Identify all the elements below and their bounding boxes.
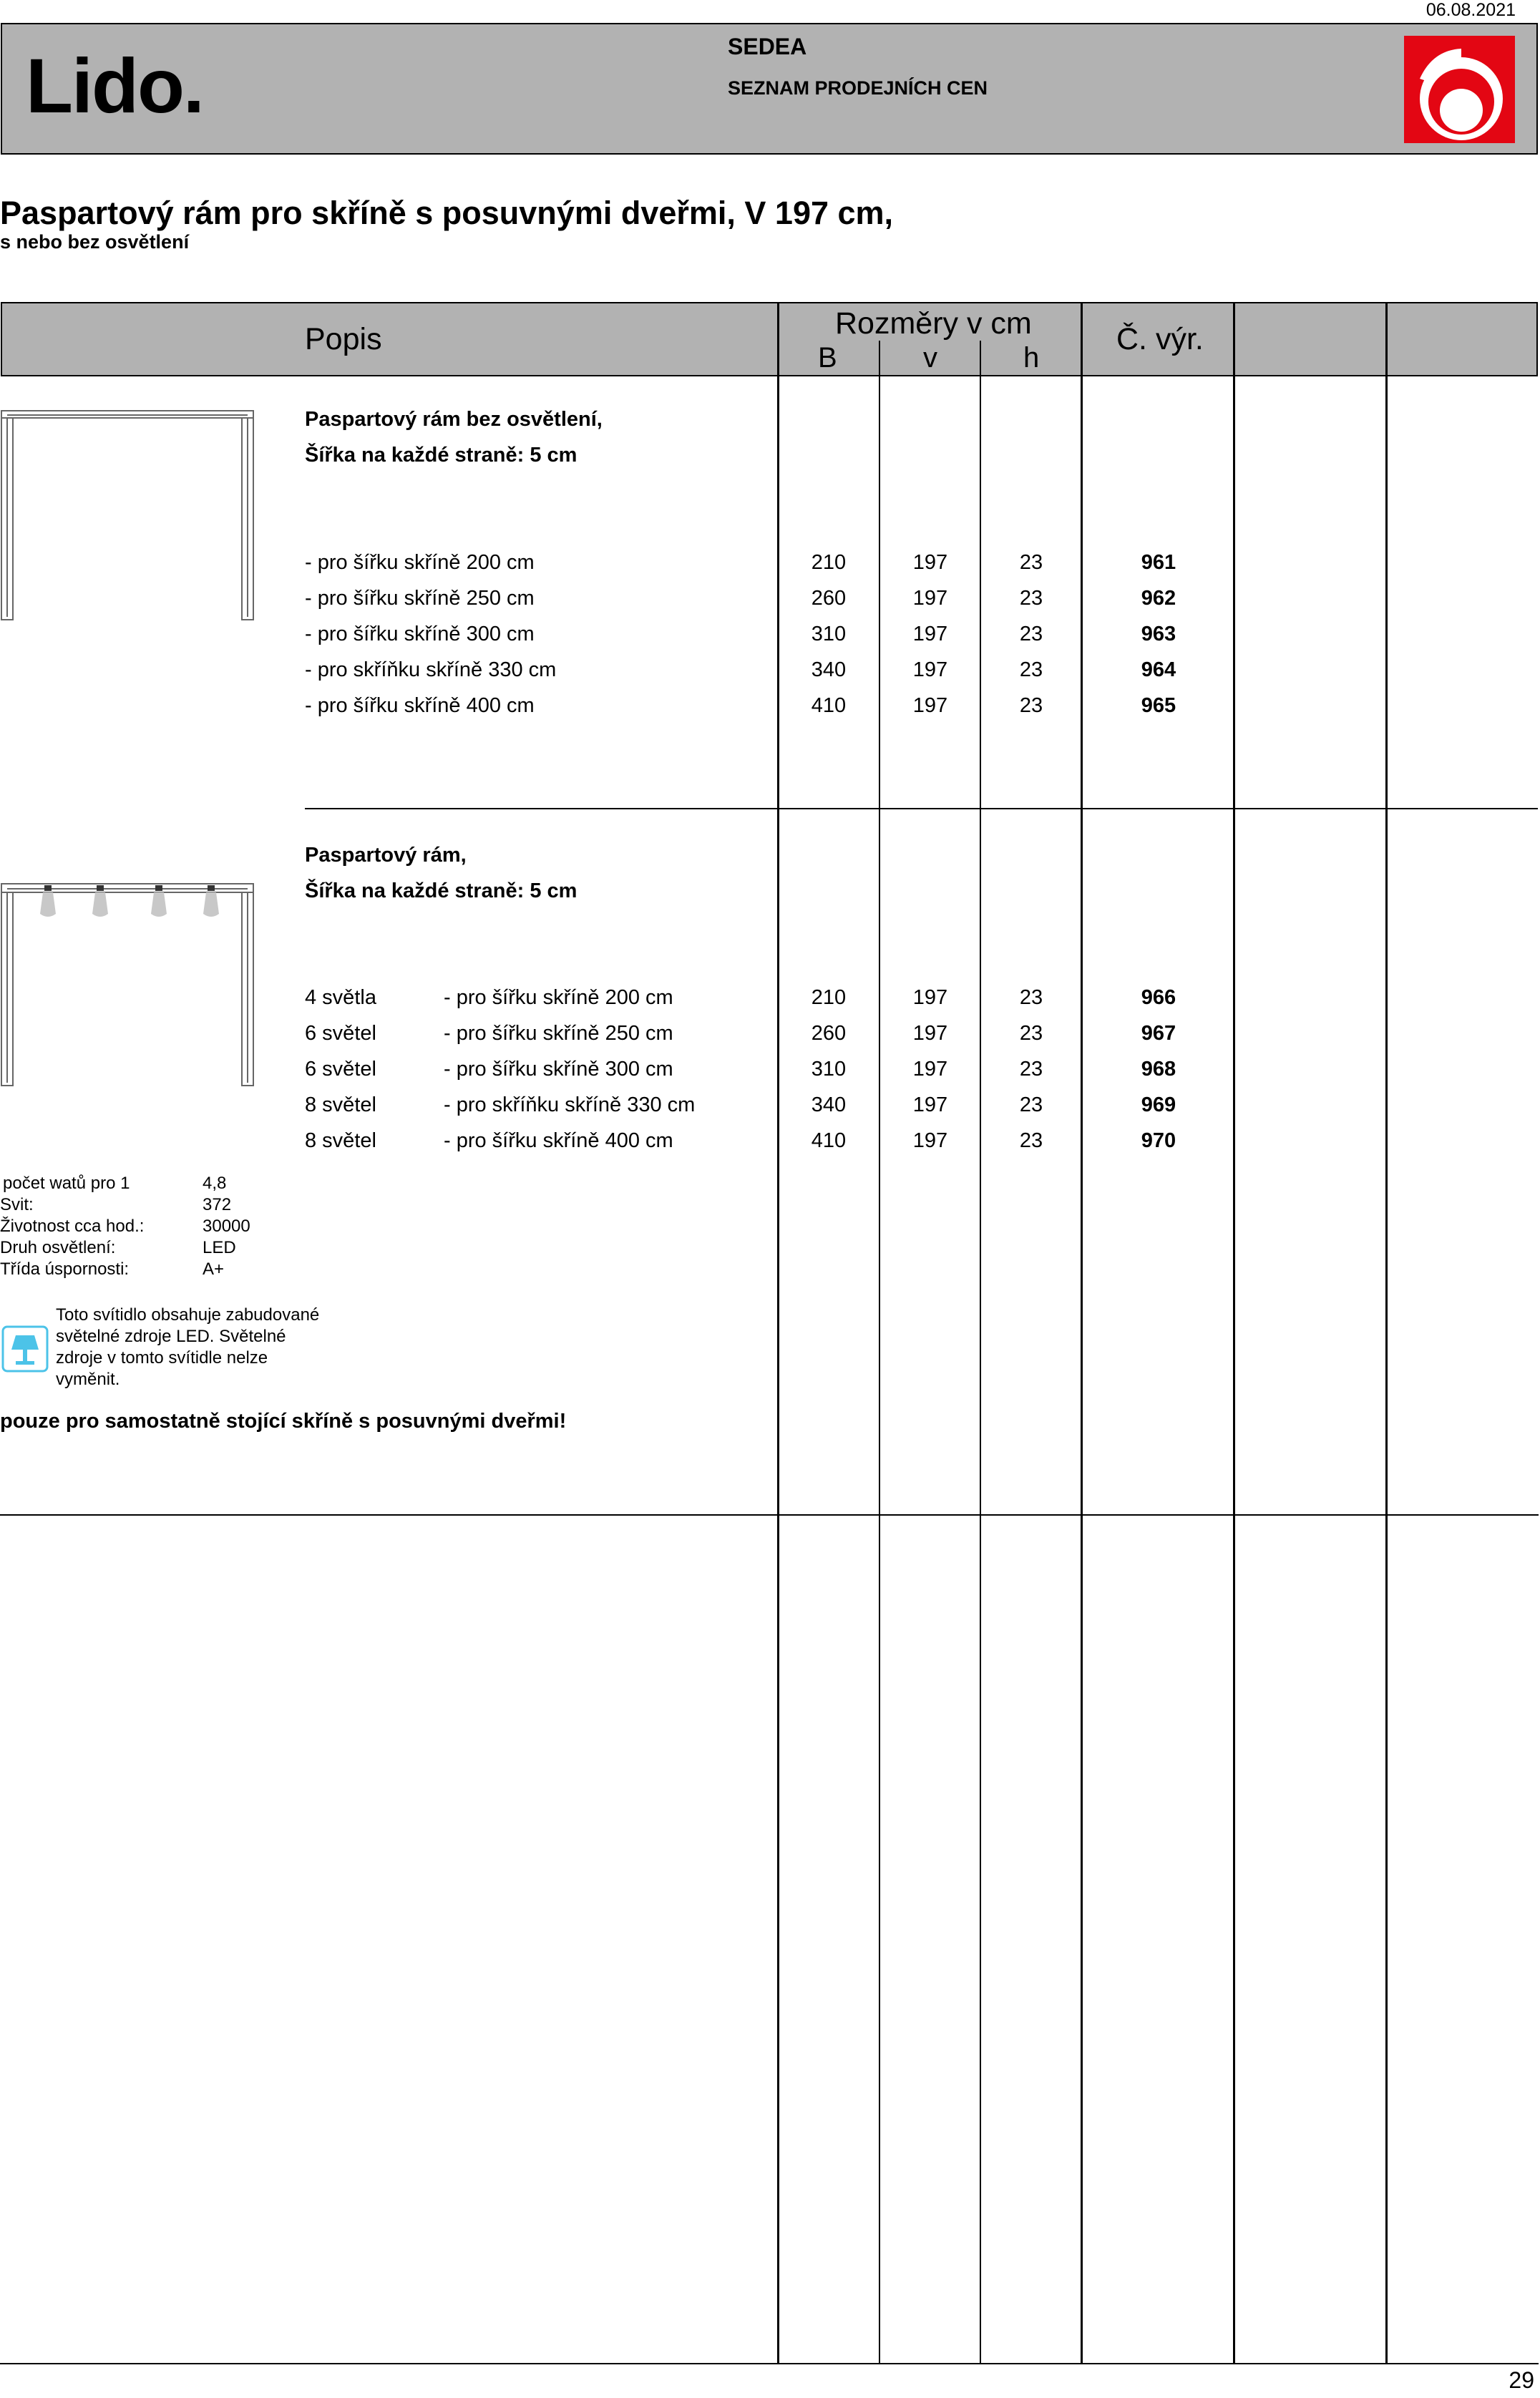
led-note-line: světelné zdroje LED. Světelné [56,1327,286,1346]
section1-heading: Paspartový rám bez osvětlení, [305,408,603,431]
row-lights: 8 světel [305,1093,376,1116]
row-item-no: 968 [1141,1058,1176,1081]
row-item-no: 966 [1141,986,1176,1009]
row-depth: 23 [1019,1058,1043,1081]
row-height: 197 [912,1129,948,1152]
row-width: 340 [811,1093,847,1116]
row-item-no: 967 [1141,1022,1176,1045]
column-divider [1081,302,1083,2364]
row-depth: 23 [1019,1093,1043,1116]
row-lights: 4 světla [305,986,376,1009]
column-divider [1233,302,1235,2364]
spec-value: 4,8 [203,1174,227,1193]
row-lights: 8 světel [305,1129,376,1152]
section-divider [0,1514,1539,1516]
section2-heading: Paspartový rám, [305,844,467,867]
row-description: - pro šířku skříně 200 cm [444,986,673,1009]
led-note-line: vyměnit. [56,1370,120,1389]
row-height: 197 [912,986,948,1009]
document-date: 06.08.2021 [1426,0,1516,20]
row-item-no: 969 [1141,1093,1176,1116]
row-width: 310 [811,623,847,645]
row-width: 260 [811,1022,847,1045]
col-dimensions-header: Rozměry v cm [835,306,1032,341]
row-depth: 23 [1019,986,1043,1009]
row-description: - pro šířku skříně 300 cm [305,623,535,645]
row-depth: 23 [1019,694,1043,717]
spec-label: Životnost cca hod.: [0,1217,145,1236]
row-width: 410 [811,694,847,717]
frame-with-lights-image [0,882,256,1088]
row-depth: 23 [1019,1022,1043,1045]
spec-label: počet watů pro 1 [3,1174,130,1193]
page-title: Paspartový rám pro skříně s posuvnými dveřmi, V 197 cm, [0,195,894,231]
section2-subheading: Šířka na každé straně: 5 cm [305,879,578,902]
row-description: - pro skříňku skříně 330 cm [444,1093,696,1116]
pricelist-label: SEZNAM PRODEJNÍCH CEN [728,77,988,99]
freestanding-note: pouze pro samostatně stojící skříně s posuvnými dveřmi! [0,1410,567,1433]
led-note-line: Toto svítidlo obsahuje zabudované [56,1305,320,1325]
spec-label: Třída úspornosti: [0,1259,130,1279]
company-logo-icon [1404,36,1515,143]
row-height: 197 [912,1058,948,1081]
spec-value: 372 [203,1195,232,1214]
row-width: 310 [811,1058,847,1081]
column-divider [980,341,981,2364]
lamp-icon [1,1325,49,1373]
row-description: - pro šířku skříně 250 cm [444,1022,673,1045]
row-lights: 6 světel [305,1022,376,1045]
col-h-header: h [1023,342,1040,374]
row-height: 197 [912,694,948,717]
table-header [1,302,1538,376]
row-item-no: 965 [1141,694,1176,717]
column-divider [1385,302,1388,2364]
section-divider [305,808,1538,809]
row-width: 410 [811,1129,847,1152]
row-description: - pro šířku skříně 400 cm [444,1129,673,1152]
spec-value: 30000 [203,1217,250,1236]
row-width: 210 [811,551,847,574]
row-lights: 6 světel [305,1058,376,1081]
frame-without-lights-image [0,409,256,623]
brand-name: Lido. [26,42,203,129]
row-height: 197 [912,1093,948,1116]
page-subtitle: s nebo bez osvětlení [0,231,190,253]
col-b-header: B [818,342,837,374]
column-divider [879,341,880,2364]
row-item-no: 962 [1141,587,1176,610]
row-height: 197 [912,623,948,645]
row-width: 210 [811,986,847,1009]
row-height: 197 [912,587,948,610]
column-divider [777,302,779,2364]
section1-subheading: Šířka na každé straně: 5 cm [305,444,578,467]
row-height: 197 [912,658,948,681]
row-description: - pro šířku skříně 400 cm [305,694,535,717]
row-depth: 23 [1019,1129,1043,1152]
row-description: - pro skříňku skříně 330 cm [305,658,557,681]
row-width: 260 [811,587,847,610]
col-description-header: Popis [305,322,382,356]
supplier-name: SEDEA [728,34,807,59]
row-item-no: 970 [1141,1129,1176,1152]
row-depth: 23 [1019,623,1043,645]
row-item-no: 963 [1141,623,1176,645]
spec-value: LED [203,1238,236,1257]
col-v-header: v [923,342,937,374]
row-height: 197 [912,1022,948,1045]
row-width: 340 [811,658,847,681]
row-depth: 23 [1019,587,1043,610]
row-description: - pro šířku skříně 200 cm [305,551,535,574]
col-item-no-header: Č. výr. [1116,322,1204,356]
row-height: 197 [912,551,948,574]
row-depth: 23 [1019,551,1043,574]
spec-value: A+ [203,1259,225,1279]
page-bottom-rule [0,2363,1539,2364]
led-note-line: zdroje v tomto svítidle nelze [56,1348,268,1368]
row-item-no: 961 [1141,551,1176,574]
row-item-no: 964 [1141,658,1176,681]
spec-label: Svit: [0,1195,34,1214]
row-depth: 23 [1019,658,1043,681]
row-description: - pro šířku skříně 250 cm [305,587,535,610]
spec-label: Druh osvětlení: [0,1238,116,1257]
row-description: - pro šířku skříně 300 cm [444,1058,673,1081]
page-number: 29 [1509,2367,1534,2393]
